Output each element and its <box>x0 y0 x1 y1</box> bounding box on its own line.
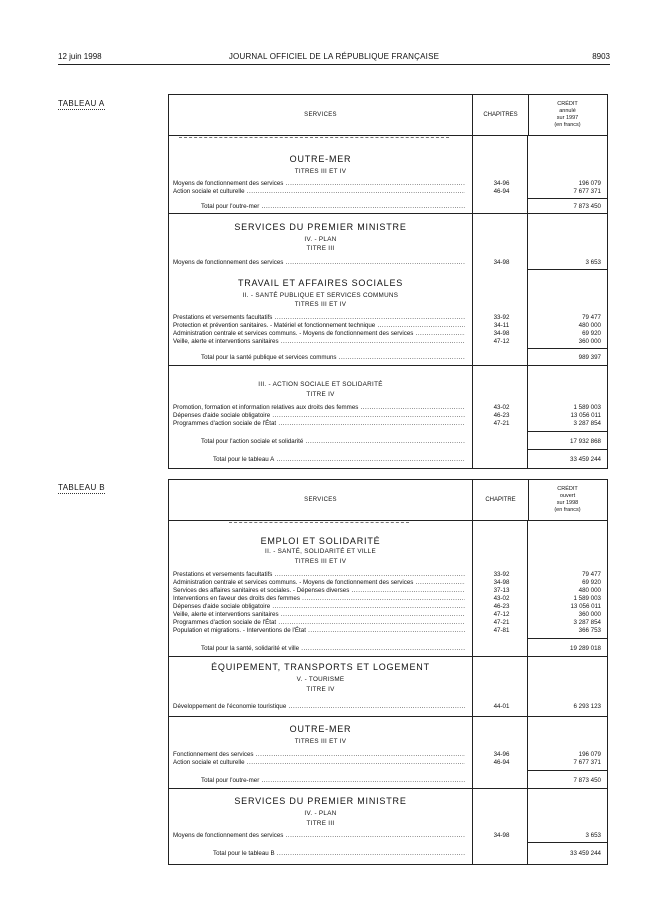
section-title: ÉQUIPEMENT, TRANSPORTS ET LOGEMENT <box>211 662 430 672</box>
col-credit: CRÉDIT annulé sur 1997 (en francs) <box>554 101 581 128</box>
table-row: Interventions en faveur des droits des femmes ..... 43-02 1 589 003 <box>173 594 609 603</box>
section-subtitle: II. - SANTÉ, SOLIDARITÉ ET VILLE <box>265 548 376 555</box>
header-rule <box>58 64 610 65</box>
section-title: SERVICES DU PREMIER MINISTRE <box>234 222 407 232</box>
table-row: Moyens de fonctionnement des services ..... 34-98 3 653 <box>173 831 609 840</box>
grand-total-row: Total pour le tableau B ..... 33 459 244 <box>173 849 609 858</box>
tableau-b-label: TABLEAU B <box>58 483 106 492</box>
section-subtitle: III. - ACTION SOCIALE ET SOLIDARITÉ <box>258 381 383 388</box>
section-subtitle: TITRE IV <box>306 391 335 398</box>
col-credit: CRÉDIT ouvert sur 1998 (en francs) <box>554 486 581 513</box>
table-row: Services des affaires sanitaires et sociales. - Dépenses diverses ..... 37-13 480 000 <box>173 586 609 595</box>
table-row: Promotion, formation et information relatives aux droits des femmes ..... 43-02 1 589 003 <box>173 403 609 412</box>
total-row: Total pour la santé, solidarité et ville ..... 19 289 018 <box>173 644 609 653</box>
table-row: Prestations et versements facultatifs ..... 33-92 79 477 <box>173 313 609 322</box>
section-subtitle: TITRE IV <box>306 686 335 693</box>
col-services: SERVICES <box>304 112 337 118</box>
section-title: SERVICES DU PREMIER MINISTRE <box>234 796 407 806</box>
total-row: Total pour l'action sociale et solidarité ..... 17 932 868 <box>173 437 609 446</box>
header-date: 12 juin 1998 <box>58 52 102 61</box>
header-title: JOURNAL OFFICIEL DE LA RÉPUBLIQUE FRANÇAISE <box>228 52 440 61</box>
col-chapitres: CHAPITRES <box>472 95 529 135</box>
table-row: Population et migrations. - Interventions de l'État ..... 47-81 366 753 <box>173 626 609 635</box>
section-subtitle: TITRES III ET IV <box>294 301 347 308</box>
tableau-b-header <box>169 480 607 521</box>
tableau-b <box>168 479 608 865</box>
table-row: Moyens de fonctionnement des services ..... 34-98 3 653 <box>173 258 609 267</box>
section-title: TRAVAIL ET AFFAIRES SOCIALES <box>237 278 404 288</box>
table-row: Veille, alerte et interventions sanitaires ..... 47-12 360 000 <box>173 610 609 619</box>
table-row: Action sociale et culturelle ..... 46-94 7 677 371 <box>173 758 609 767</box>
total-row: Total pour la santé publique et services communs ..... 989 397 <box>173 353 609 362</box>
tableau-a-label: TABLEAU A <box>58 99 105 108</box>
section-subtitle: TITRES III ET IV <box>294 168 347 175</box>
section-subtitle: IV. - PLAN <box>304 810 337 817</box>
table-row: Moyens de fonctionnement des services ..... 34-96 196 079 <box>173 179 609 188</box>
page-number: 8903 <box>592 52 610 61</box>
table-row: Fonctionnement des services ..... 34-96 196 079 <box>173 750 609 759</box>
total-row: Total pour l'outre-mer ..... 7 873 450 <box>173 776 609 785</box>
table-row: Prestations et versements facultatifs ..... 33-92 79 477 <box>173 570 609 579</box>
section-subtitle: II. - SANTÉ PUBLIQUE ET SERVICES COMMUNS <box>242 292 399 299</box>
section-subtitle: V. - TOURISME <box>296 676 345 683</box>
table-row: Programmes d'action sociale de l'État ..... 47-21 3 287 854 <box>173 419 609 428</box>
table-row: Veille, alerte et interventions sanitaires ..... 47-12 360 000 <box>173 337 609 346</box>
col-services: SERVICES <box>304 497 337 503</box>
section-subtitle: TITRE III <box>306 820 335 827</box>
table-row: Programmes d'action sociale de l'État ..... 47-21 3 287 854 <box>173 618 609 627</box>
section-title: OUTRE-MER <box>289 724 352 734</box>
table-row: Administration centrale et services communs. - Moyens de fonctionnement des services ..... 34-98 69 920 <box>173 578 609 587</box>
section-title: OUTRE-MER <box>289 154 352 164</box>
tableau-a-header <box>169 95 607 136</box>
tableau-a <box>168 94 608 469</box>
table-row: Dépenses d'aide sociale obligatoire ..... 46-23 13 056 011 <box>173 602 609 611</box>
table-row: Protection et prévention sanitaires. - Matériel et fonctionnement technique ..... 34-11 480 000 <box>173 321 609 330</box>
table-row: Développement de l'économie touristique ..... 44-01 6 293 123 <box>173 702 609 711</box>
total-row: Total pour l'outre-mer ..... 7 873 450 <box>173 202 609 211</box>
table-row: Dépenses d'aide sociale obligatoire ..... 46-23 13 056 011 <box>173 411 609 420</box>
col-chapitre: CHAPITRE <box>472 480 529 520</box>
table-row: Administration centrale et services communs. - Moyens de fonctionnement des services ..... 34-98 69 920 <box>173 329 609 338</box>
section-title: EMPLOI ET SOLIDARITÉ <box>260 536 381 546</box>
section-subtitle: TITRES III ET IV <box>294 738 347 745</box>
section-subtitle: TITRES III ET IV <box>294 558 347 565</box>
table-row: Action sociale et culturelle ..... 46-94 7 677 371 <box>173 187 609 196</box>
grand-total-row: Total pour le tableau A ..... 33 459 244 <box>173 455 609 464</box>
section-subtitle: IV. - PLAN <box>304 236 337 243</box>
section-subtitle: TITRE III <box>306 245 335 252</box>
